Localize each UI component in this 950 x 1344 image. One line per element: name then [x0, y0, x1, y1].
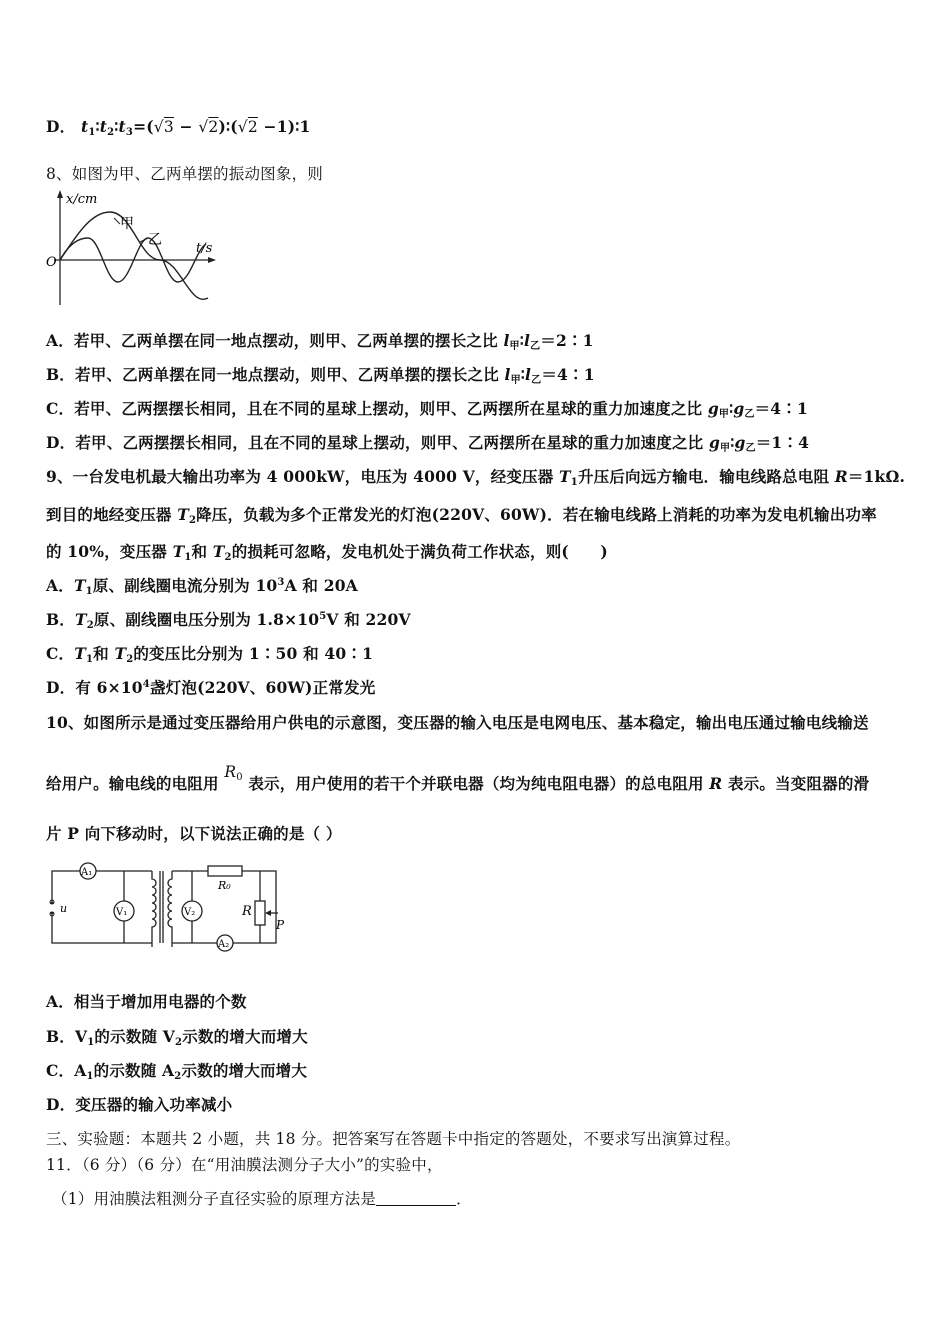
q9-stem-line1: 9、一台发电机最大输出功率为 4 000kW，电压为 4000 V，经变压器 $T_1$升压后向远方输电．输电线路总电阻 R＝1kΩ. — [46, 467, 906, 488]
graph-origin: O — [46, 255, 57, 270]
q10-stem-line3: 片 P 向下移动时，以下说法正确的是（ ） — [46, 824, 342, 843]
circuit-v2: V₂ — [184, 907, 196, 918]
q10-stem-line2: 给用户。输电线的电阻用 $R_0$ 表示，用户使用的若干个并联电器（均为纯电阻电器）的总电阻用 R 表示。当变阻器的滑 — [46, 763, 870, 793]
q9-stem-line2: 到目的地经变压器 $T_2$降压，负载为多个正常发光的灯泡(220V、60W)．若在输电线路上消耗的功率为发电机输出功率 — [46, 505, 877, 526]
q10-circuit-diagram — [42, 857, 292, 953]
q10-option-a: A．相当于增加用电器的个数 — [46, 992, 247, 1011]
q10-option-d: D．变压器的输入功率减小 — [46, 1095, 233, 1114]
q8-option-a: A．若甲、乙两单摆在同一地点摆动，则甲、乙两单摆的摆长之比 $l_甲∶l_乙=2∶1$ — [46, 331, 594, 352]
circuit-p: P — [276, 918, 285, 932]
circuit-r0: R₀ — [218, 879, 231, 892]
label-yi: 乙 — [148, 232, 162, 248]
q8-oscillation-graph — [40, 190, 220, 310]
circuit-a2: A₂ — [218, 939, 230, 950]
q9-option-c: C．$T_1$和 $T_2$的变压比分别为 1∶50 和 40∶1 — [46, 644, 374, 665]
q10-option-c: C．$A_1$的示数随 $A_2$示数的增大而增大 — [46, 1061, 308, 1082]
q11-stem: 11．（6 分）（6 分）在“用油膜法测分子大小”的实验中， — [46, 1156, 443, 1174]
q10-stem-line1: 10、如图所示是通过变压器给用户供电的示意图，变压器的输入电压是电网电压、基本稳定，输出电压通过输电线输送 — [46, 713, 869, 732]
circuit-a1: A₁ — [81, 867, 93, 878]
circuit-u: u — [60, 902, 68, 915]
q9-option-a: A．$T_1$原、副线圈电流分别为 $10^3A$ 和 20A — [46, 576, 358, 597]
label-jia: 甲 — [120, 216, 134, 232]
q9-stem-line3: 的 10%，变压器 $T_1$和 $T_2$的损耗可忽略，发电机处于满负荷工作状态，则( ) — [46, 542, 608, 563]
curve-jia — [60, 212, 208, 299]
q9-option-b: B．$T_2$原、副线圈电压分别为 $1.8\times 10^5V$ 和 220V — [46, 610, 411, 631]
circuit-r: R — [242, 904, 252, 919]
q9-option-d: D．有 $6\times 10^4$盏灯泡(220V、60W)正常发光 — [46, 678, 376, 697]
q8-option-c: C．若甲、乙两摆摆长相同，且在不同的星球上摆动，则甲、乙两摆所在星球的重力加速度之比 $g_甲∶g_乙=4∶1$ — [46, 399, 808, 420]
q8-option-b: B．若甲、乙两单摆在同一地点摆动，则甲、乙两单摆的摆长之比 $l_甲∶l_乙=4∶1$ — [46, 365, 595, 386]
q10-option-b: B．$V_1$的示数随 $V_2$示数的增大而增大 — [46, 1027, 308, 1048]
q8-option-d: D．若甲、乙两摆摆长相同，且在不同的星球上摆动，则甲、乙两摆所在星球的重力加速度之比 $g_甲∶g_乙=1∶4$ — [46, 433, 810, 454]
graph-y-label: x/cm — [66, 192, 98, 207]
circuit-v1: V₁ — [116, 907, 128, 918]
q8-stem: 8、如图为甲、乙两单摆的振动图象，则 — [46, 165, 323, 183]
section-3-heading: 三、实验题：本题共 2 小题，共 18 分。把答案写在答题卡中指定的答题处，不要求写出演算过程。 — [46, 1130, 741, 1148]
q7-option-d: D． $t_1∶t_2∶t_3=(√3$ − √2)∶(√2 −1)∶1 — [46, 117, 311, 138]
graph-x-label: t/s — [196, 241, 213, 256]
answer-blank[interactable] — [376, 1191, 456, 1206]
q11-part1: （1）用油膜法粗测分子直径实验的原理方法是 ． — [52, 1190, 472, 1208]
